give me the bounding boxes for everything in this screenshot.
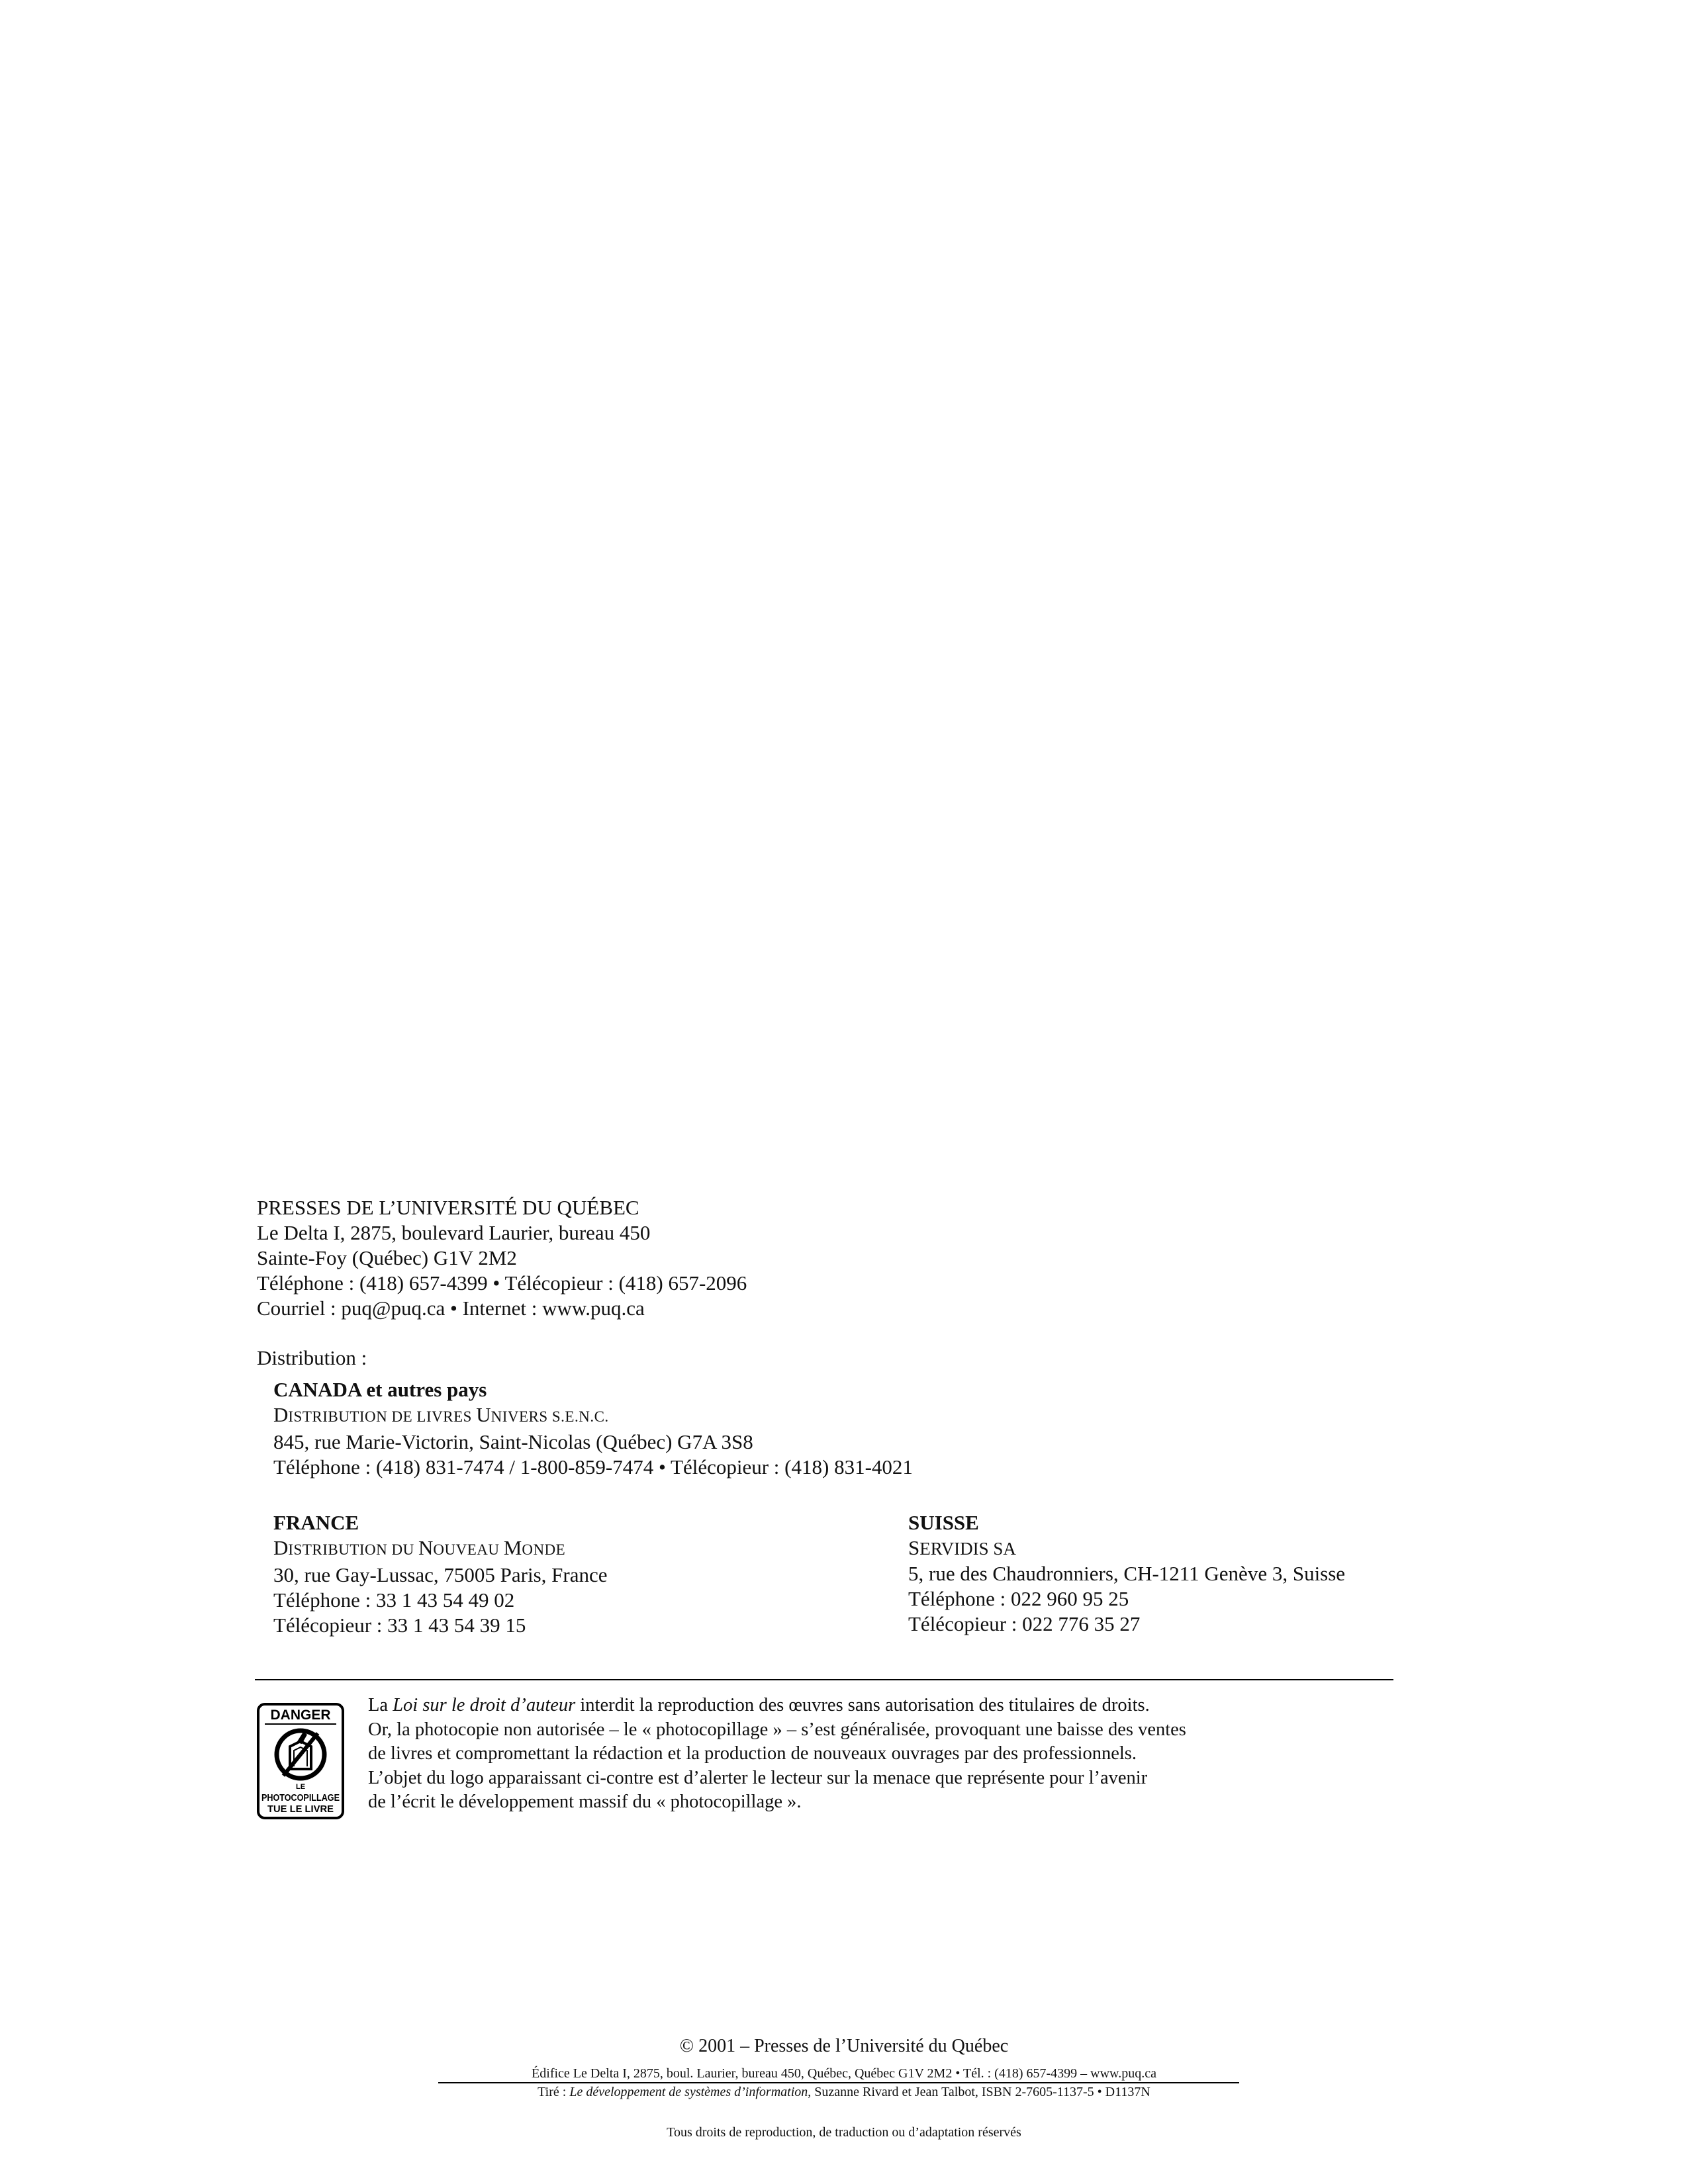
law-title-italic: Loi sur le droit d’auteur — [393, 1695, 576, 1715]
logo-text-tue-le-livre: TUE LE LIVRE — [267, 1803, 334, 1815]
source-book-title: Le développement de systèmes d’information — [569, 2085, 808, 2099]
suisse-heading: SUISSE — [908, 1511, 979, 1534]
suisse-distributor — [908, 1510, 1345, 1637]
law-notice-line-1 — [368, 1694, 1186, 1718]
france-address: 30, rue Gay-Lussac, 75005 Paris, France — [273, 1563, 608, 1586]
suisse-address: 5, rue des Chaudronniers, CH-1211 Genève 3, Suisse — [908, 1562, 1346, 1585]
publisher-phone-fax: Téléphone : (418) 657-4399 • Télécopieur : (418) 657-2096 — [257, 1271, 747, 1295]
law-notice-line-4: L’objet du logo apparaissant ci-contre est d’alerter le lecteur sur la menace que représente pour l’avenir — [368, 1767, 1148, 1788]
edifice-address-line: Édifice Le Delta I, 2875, boul. Laurier, bureau 450, Québec, Québec G1V 2M2 • Tél. : (418) 657-4399 – www.puq.ca — [532, 2066, 1156, 2081]
publisher-address-1: Le Delta I, 2875, boulevard Laurier, bureau 450 — [257, 1221, 651, 1244]
canada-company-cap-a: D — [273, 1403, 289, 1426]
canada-address: 845, rue Marie-Victorin, Saint-Nicolas (Québec) G7A 3S8 — [273, 1430, 753, 1453]
law-notice-line-5: de l’écrit le développement massif du « photocopillage ». — [368, 1792, 802, 1812]
france-company-rest-b: OUVEAU — [433, 1541, 504, 1558]
law-notice-line-1-pre: La — [368, 1695, 393, 1715]
canada-company-cap-b: U — [476, 1403, 491, 1426]
publisher-email-web: Courriel : puq@puq.ca • Internet : www.puq.ca — [257, 1297, 645, 1320]
law-notice-line-1-post: interdit la reproduction des œuvres sans autorisation des titulaires de droits. — [575, 1695, 1150, 1715]
rights-reserved: Tous droits de reproduction, de traduction ou d’adaptation réservés — [667, 2125, 1021, 2140]
law-notice-line-2: Or, la photocopie non autorisée – le « photocopillage » – s’est généralisée, provoquant une baisse des ventes — [368, 1719, 1186, 1740]
source-citation-post: , Suzanne Rivard et Jean Talbot, ISBN 2-7605-1137-5 • D1137N — [808, 2085, 1150, 2099]
france-heading: FRANCE — [273, 1511, 359, 1534]
copyright-line: © 2001 – Presses de l’Université du Québec — [679, 2036, 1009, 2056]
canada-distributor — [273, 1377, 913, 1480]
canada-heading: CANADA et autres pays — [273, 1378, 487, 1401]
canada-company — [273, 1402, 913, 1430]
source-citation — [0, 2084, 1688, 2100]
suisse-company — [908, 1535, 1345, 1561]
law-notice-line-3: de livres et compromettant la rédaction et la production de nouveaux ouvrages par des professionnels. — [368, 1743, 1137, 1764]
publisher-block — [257, 1195, 747, 1321]
france-distributor — [273, 1510, 607, 1638]
france-phone: Téléphone : 33 1 43 54 49 02 — [273, 1588, 515, 1612]
source-citation-pre: Tiré : — [538, 2085, 570, 2099]
france-company-rest-c: ONDE — [522, 1541, 566, 1558]
publisher-name: PRESSES DE L’UNIVERSITÉ DU QUÉBEC — [257, 1196, 639, 1219]
france-company-cap-a: D — [273, 1536, 289, 1559]
suisse-fax: Télécopieur : 022 776 35 27 — [908, 1612, 1141, 1635]
copyright-law-notice — [368, 1694, 1186, 1815]
section-divider — [255, 1679, 1393, 1680]
canada-phone-fax: Téléphone : (418) 831-7474 / 1-800-859-7474 • Télécopieur : (418) 831-4021 — [273, 1455, 913, 1479]
canada-company-rest-b: NIVERS S.E.N.C. — [491, 1408, 609, 1425]
france-company-cap-b: N — [418, 1536, 434, 1559]
france-fax: Télécopieur : 33 1 43 54 39 15 — [273, 1614, 526, 1637]
france-company-rest-a: ISTRIBUTION DU — [288, 1541, 418, 1558]
suisse-phone: Téléphone : 022 960 95 25 — [908, 1587, 1129, 1610]
footer-rule — [438, 2082, 1239, 2083]
suisse-company-cap: S — [908, 1536, 920, 1559]
logo-text-photocopillage: PHOTOCOPILLAGE — [261, 1792, 340, 1803]
suisse-company-rest: ERVIDIS SA — [919, 1539, 1016, 1559]
photocopillage-danger-logo — [257, 1703, 344, 1819]
publisher-address-2: Sainte-Foy (Québec) G1V 2M2 — [257, 1246, 517, 1269]
france-company — [273, 1535, 607, 1563]
france-company-cap-c: M — [503, 1536, 522, 1559]
distribution-label: Distribution : — [257, 1346, 367, 1369]
logo-danger-label: DANGER — [270, 1707, 331, 1723]
logo-text-le: LE — [295, 1783, 306, 1791]
canada-company-rest-a: ISTRIBUTION DE LIVRES — [288, 1408, 477, 1425]
